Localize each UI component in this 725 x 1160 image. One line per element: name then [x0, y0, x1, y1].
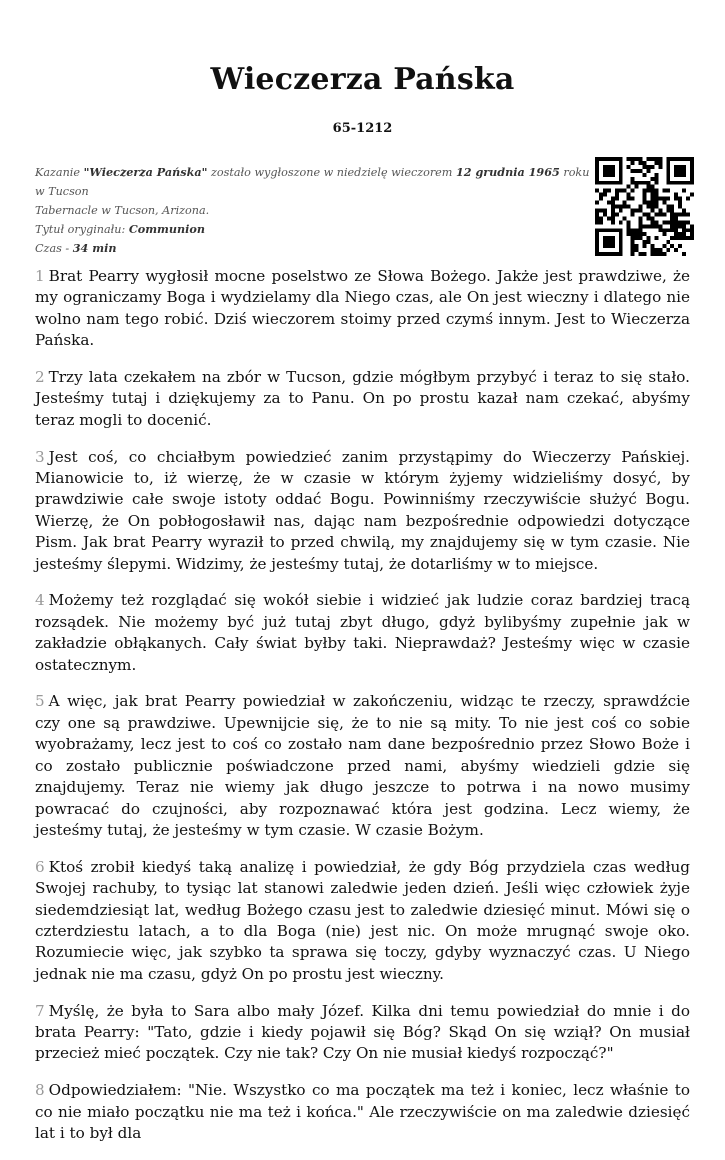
- meta-sermon-title: "Wieczerza Pańska": [83, 165, 208, 179]
- paragraph: [35, 266, 690, 352]
- paragraph-number: 7: [35, 1001, 45, 1020]
- qr-code-icon: [595, 157, 694, 256]
- meta-line-3: [35, 220, 590, 239]
- paragraph-text: Brat Pearry wygłosił mocne poselstwo ze Słowa Bożego. Jakże jest prawdziwe, że my ograniczamy Boga i wydzielamy dla Niego czas, ale On jest wieczny i dlatego nie wolno nam tego robić. Dziś wieczorem stoimy przed czymś innym. Jest to Wieczerza Pańska.: [35, 267, 690, 350]
- meta-duration: 34 min: [72, 241, 117, 255]
- sermon-body: [35, 266, 690, 1160]
- sermon-metadata: [35, 163, 590, 258]
- meta-duration-label: Czas -: [35, 242, 73, 255]
- meta-suffix: roku w Tucson: [35, 166, 590, 198]
- sermon-code: 65-1212: [332, 121, 393, 136]
- paragraph: [35, 1001, 690, 1065]
- paragraph-text: Odpowiedziałem: "Nie. Wszystko co ma początek ma też i koniec, lecz właśnie to co nie miało początku nie ma też i końca." Ale rzeczywiście on ma zaledwie dziesięć lat i to był dla: [35, 1081, 690, 1142]
- paragraph: [35, 1080, 690, 1144]
- sermon-title: Wieczerza Pańska: [210, 62, 515, 97]
- paragraph-number: 1: [35, 267, 45, 285]
- meta-line-2: Tabernacle w Tucson, Arizona.: [35, 204, 210, 217]
- paragraph-number: 3: [35, 447, 45, 466]
- paragraph: [35, 857, 690, 985]
- paragraph: [35, 691, 690, 841]
- paragraph-text: Możemy też rozglądać się wokół siebie i widzieć jak ludzie coraz bardziej tracą rozsądek. Nie możemy być już tutaj zbyt długo, gdyż bylibyśmy zupełnie jak w zakładzie obłąkanych. Cały świat byłby taki. Nieprawdaż? Jesteśmy więc w czasie ostatecznym.: [35, 591, 690, 674]
- paragraph-text: A więc, jak brat Pearry powiedział w zakończeniu, widząc te rzeczy, sprawdźcie czy one są prawdziwe. Upewnijcie się, że to nie są mity. To nie jest coś co sobie wyobrażamy, lecz jest to coś co zostało nam dane bezpośrednio przez Słowo Boże i co zostało publicznie poświadczone przed nami, abyśmy wiedzieli gdzie się znajdujemy. Teraz nie wiemy jak długo jeszcze to potrwa i na nowo musimy powracać do czujności, aby rozpoznawać która jest godzina. Lecz wiemy, że jesteśmy tutaj, że jesteśmy w tym czasie. W czasie Bożym.: [35, 692, 690, 839]
- paragraph-text: Jest coś, co chciałbym powiedzieć zanim przystąpimy do Wieczerzy Pańskiej. Mianowicie to, iż wierzę, że w czasie w którym żyjemy widzieliśmy dosyć, by prawdziwie całe swoje istoty oddać Bogu. Powinniśmy rzeczywiście służyć Bogu. Wierzę, że On pobłogosławił nas, dając nam bezpośrednie odpowiedzi dotyczące Pism. Jak brat Pearry wyraził to przed chwilą, my znajdujemy się w tym czasie. Nie jesteśmy ślepymi. Widzimy, że jesteśmy tutaj, że dotarliśmy w to miejsce.: [35, 447, 690, 573]
- paragraph: [35, 590, 690, 676]
- paragraph-number: 4: [35, 591, 45, 610]
- meta-middle: zostało wygłoszone w niedzielę wieczorem: [207, 166, 456, 179]
- meta-date: 12 grudnia 1965: [455, 165, 560, 179]
- meta-line-4: [35, 239, 590, 258]
- paragraph-number: 6: [35, 857, 45, 876]
- paragraph-text: Ktoś zrobił kiedyś taką analizę i powiedział, że gdy Bóg przydziela czas według Swojej rachuby, to tysiąc lat stanowi zaledwie jeden dzień. Jeśli więc człowiek żyje siedemdziesiąt lat, według Bożego czasu jest to zaledwie dziesięć minut. Mówi się o czterdziestu latach, a to dla Boga (nie) jest nic. On może mrugnąć swoje oko. Rozumiecie więc, jak szybko ta sprawa się toczy, gdyby wyznaczyć czas. U Niego jednak nie ma czasu, gdyż On po prostu jest wieczny.: [35, 857, 690, 983]
- paragraph-number: 5: [35, 692, 45, 711]
- paragraph: [35, 447, 690, 575]
- paragraph-text: Myślę, że była to Sara albo mały Józef. Kilka dni temu powiedział do mnie i do brata Pearry: "Tato, gdzie i kiedy pojawił się Bóg? Skąd On się wziął? On musiał przecież mieć początek. Czy nie tak? Czy On nie musiał kiedyś rozpocząć?": [35, 1001, 690, 1063]
- meta-original-label: Tytuł oryginału:: [35, 223, 129, 236]
- meta-original-title: Communion: [128, 222, 205, 236]
- paragraph-number: 8: [35, 1081, 45, 1100]
- paragraph-text: Trzy lata czekałem na zbór w Tucson, gdzie mógłbym przybyć i teraz to się stało. Jesteśmy tutaj i dziękujemy za to Panu. On po prostu kazał nam czekać, abyśmy teraz mogli to docenić.: [35, 368, 690, 429]
- meta-prefix: Kazanie: [35, 166, 84, 179]
- paragraph: [35, 367, 690, 431]
- meta-line-1: [35, 163, 590, 201]
- paragraph-number: 2: [35, 368, 45, 387]
